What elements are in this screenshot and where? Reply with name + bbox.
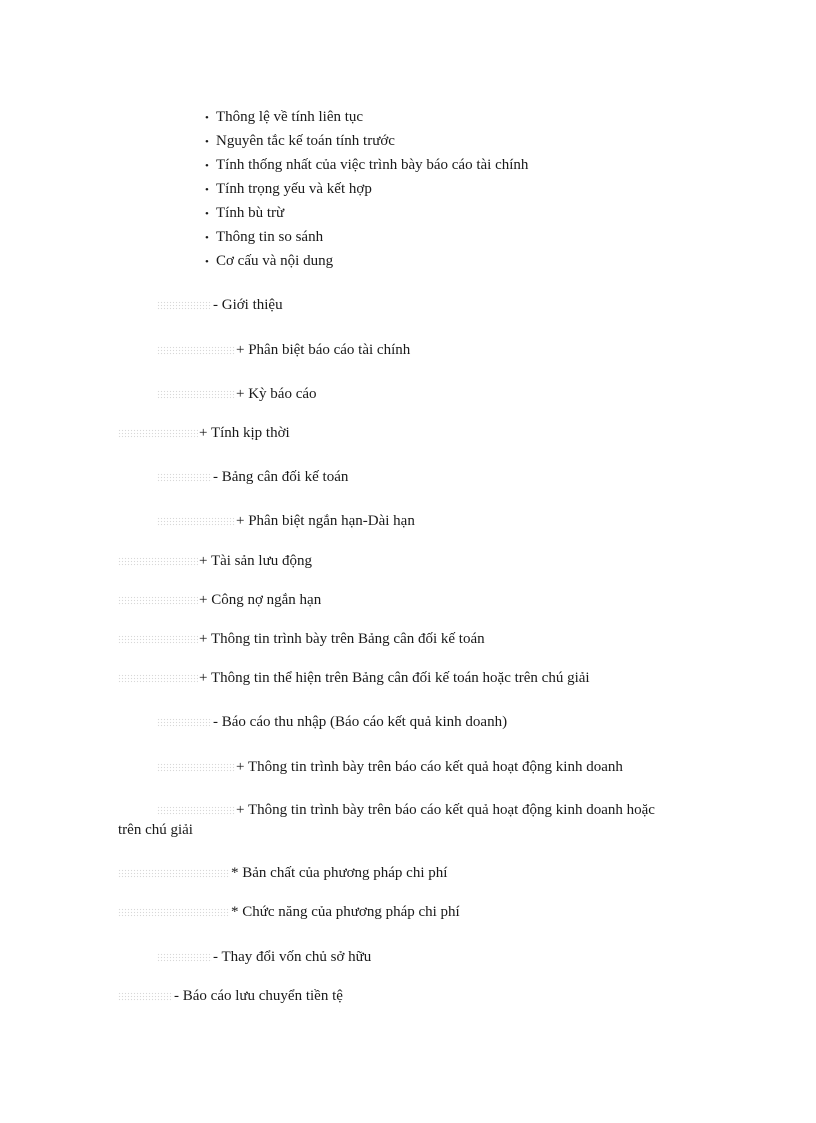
indent-filler [157, 517, 235, 526]
outline-line [118, 424, 290, 442]
line-text: - Giới thiệu [213, 297, 283, 313]
bullet-text: Thông tin so sánh [216, 229, 324, 245]
outline-line [118, 903, 460, 921]
bullet-text: Cơ cấu và nội dung [216, 253, 334, 269]
outline-line [118, 552, 312, 570]
indent-filler [157, 301, 212, 310]
bullet-icon: • [205, 184, 209, 196]
outline-line [118, 864, 447, 882]
indent-filler [118, 596, 198, 605]
outline-line-income-statement [157, 713, 507, 731]
outline-line-balance-sheet [157, 468, 348, 486]
outline-line [118, 669, 590, 687]
outline-paragraph-wrapped [118, 798, 718, 842]
bullet-text: Tính bù trừ [216, 205, 285, 221]
line-text: + Tính kịp thời [199, 425, 290, 441]
line-text: + Thông tin thể hiện trên Bảng cân đối kế toán hoặc trên chú giải [199, 670, 590, 686]
indent-filler [157, 346, 235, 355]
outline-line [157, 385, 317, 403]
indent-filler [157, 473, 212, 482]
bullet-icon: • [205, 160, 209, 172]
bullet-text: Thông lệ về tính liên tục [216, 109, 364, 125]
line-text: * Bản chất của phương pháp chi phí [231, 865, 448, 881]
indent-filler [118, 869, 230, 878]
indent-filler [118, 674, 198, 683]
bullet-item [205, 227, 528, 251]
outline-line [157, 341, 410, 359]
outline-line [118, 591, 321, 609]
principles-bullet-list [205, 107, 528, 275]
wrapped-first-line [118, 798, 718, 822]
indent-filler [118, 635, 198, 644]
outline-line [157, 512, 415, 530]
indent-filler [157, 806, 235, 815]
bullet-item [205, 131, 528, 155]
bullet-text: Tính thống nhất của việc trình bày báo cáo tài chính [216, 157, 529, 173]
indent-filler [157, 953, 212, 962]
bullet-text: Nguyên tắc kế toán tính trước [216, 133, 395, 149]
line-text: + Phân biệt báo cáo tài chính [236, 342, 411, 358]
outline-line-equity-changes [157, 948, 371, 966]
line-text: + Thông tin trình bày trên báo cáo kết quả hoạt động kinh doanh [236, 759, 623, 775]
indent-filler [157, 390, 235, 399]
bullet-icon: • [205, 112, 209, 124]
bullet-item [205, 179, 528, 203]
line-text: - Báo cáo thu nhập (Báo cáo kết quả kinh doanh) [213, 714, 508, 730]
bullet-icon: • [205, 208, 209, 220]
bullet-item [205, 107, 528, 131]
bullet-item [205, 155, 528, 179]
bullet-text: Tính trọng yếu và kết hợp [216, 181, 372, 197]
line-text: - Bảng cân đối kế toán [213, 469, 349, 485]
bullet-item [205, 203, 528, 227]
bullet-icon: • [205, 256, 209, 268]
indent-filler [118, 429, 198, 438]
line-text: - Thay đổi vốn chủ sở hữu [213, 949, 372, 965]
line-text: + Công nợ ngắn hạn [199, 592, 322, 608]
line-text: + Thông tin trình bày trên báo cáo kết quả hoạt động kinh doanh hoặc [236, 802, 655, 818]
bullet-item [205, 251, 528, 275]
line-text: * Chức năng của phương pháp chi phí [231, 904, 460, 920]
bullet-icon: • [205, 232, 209, 244]
line-text: - Báo cáo lưu chuyển tiền tệ [174, 988, 343, 1004]
wrapped-continuation: trên chú giải [118, 822, 193, 838]
line-text: + Kỳ báo cáo [236, 386, 317, 402]
bullet-icon: • [205, 136, 209, 148]
indent-filler [118, 908, 230, 917]
indent-filler [118, 992, 173, 1001]
outline-line-intro [157, 296, 283, 314]
line-text: + Thông tin trình bày trên Bảng cân đối kế toán [199, 631, 485, 647]
line-text: + Tài sản lưu động [199, 553, 312, 569]
indent-filler [157, 763, 235, 772]
outline-line [157, 758, 623, 776]
outline-line [118, 630, 485, 648]
indent-filler [157, 718, 212, 727]
line-text: + Phân biệt ngắn hạn-Dài hạn [236, 513, 415, 529]
outline-line-cash-flow [118, 987, 343, 1005]
indent-filler [118, 557, 198, 566]
